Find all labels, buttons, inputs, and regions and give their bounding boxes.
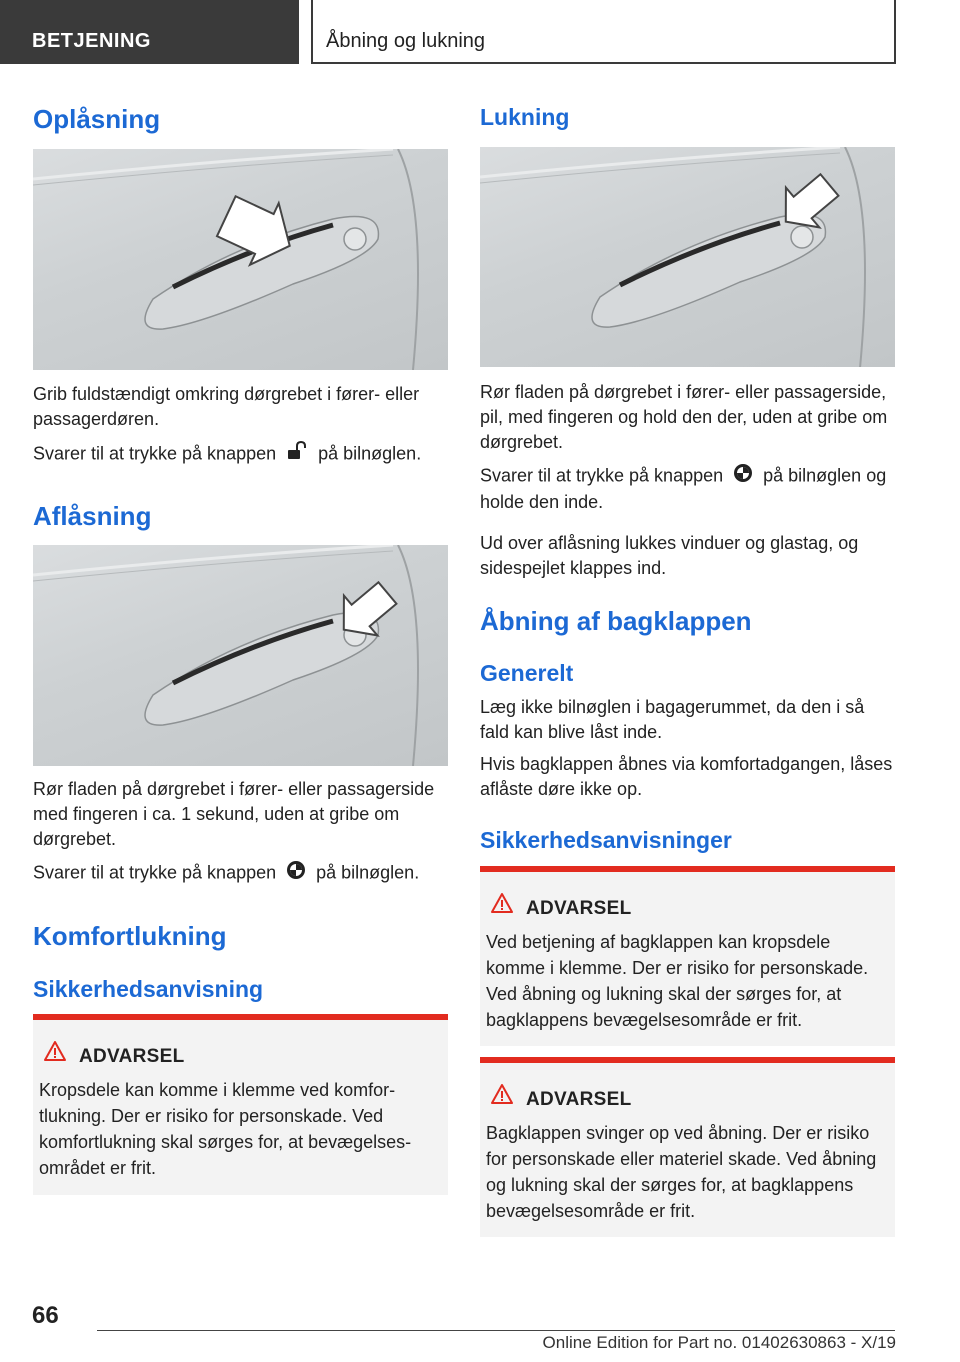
unlock-key-button-icon xyxy=(286,441,308,468)
footer-edition: Online Edition for Part no. 01402630863 - X/19 xyxy=(542,1333,896,1352)
tailgate-warning-box-1 xyxy=(480,866,895,1046)
comfort-warning-title: ADVARSEL xyxy=(79,1046,185,1067)
unlock-heading: Oplåsning xyxy=(33,104,161,134)
bmw-key-button-icon xyxy=(733,463,753,490)
lock-text-2-post: på bilnøglen. xyxy=(316,862,420,883)
header-chapter-label: Åbning og lukning xyxy=(326,30,486,52)
door-handle-closing-image xyxy=(480,147,895,367)
warning-triangle-icon xyxy=(490,892,514,919)
general-text-2: Hvis bagklappen åbnes via komfortadgangen, låses aflåste døre ikke op. xyxy=(480,754,893,799)
unlock-text-2 xyxy=(33,441,448,468)
tailgate-warning-1-text: Ved betjening af bagklappen kan kropsdele komme i klemme. Der er risiko for personskade. Ved åbning og lukning skal der sørges for, at bagklappens bevægelsesområde er frit. xyxy=(486,932,869,1030)
lock-text-1: Rør fladen på dørgrebet i fører- eller passagerside med fingeren i ca. 1 sekund, uden at gribe om dørgrebet. xyxy=(33,779,435,849)
unlock-text-2-pre: Svarer til at trykke på knappen xyxy=(33,443,277,464)
general-text-1: Læg ikke bilnøglen i bagagerummet, da den i så fald kan blive låst inde. xyxy=(480,697,865,742)
page-number: 66 xyxy=(32,1302,59,1329)
closing-heading: Lukning xyxy=(480,104,570,130)
unlock-text-1: Grib fuldstændigt omkring dørgrebet i fører- eller passagerdøren. xyxy=(33,384,420,429)
lock-text-2 xyxy=(33,860,448,887)
general-heading: Generelt xyxy=(480,660,574,686)
closing-text-2-pre: Svarer til at trykke på knappen xyxy=(480,465,724,486)
closing-text-1: Rør fladen på dørgrebet i fører- eller passagerside, pil, med fingeren og hold den der, uden at gribe om dørgrebet. xyxy=(480,382,888,452)
safety-instructions-heading: Sikkerhedsanvisninger xyxy=(480,827,732,853)
comfort-closing-heading: Komfortlukning xyxy=(33,921,227,951)
tailgate-warning-2-title: ADVARSEL xyxy=(526,1089,632,1110)
header-chapter-tab xyxy=(311,0,896,64)
tailgate-warning-1-title: ADVARSEL xyxy=(526,898,632,919)
closing-text-3: Ud over aflåsning lukkes vinduer og glastag, og sidespejlet klappes ind. xyxy=(480,533,859,578)
lock-text-2-pre: Svarer til at trykke på knappen xyxy=(33,862,277,883)
tailgate-heading: Åbning af bagklappen xyxy=(480,606,752,636)
comfort-safety-heading: Sikkerhedsanvisning xyxy=(33,976,264,1002)
warning-triangle-icon xyxy=(43,1040,67,1067)
header-section-label: BETJENING xyxy=(32,30,151,52)
door-handle-unlock-image xyxy=(33,149,448,370)
footer-divider xyxy=(97,1330,895,1331)
tailgate-warning-box-2 xyxy=(480,1057,895,1237)
closing-text-2 xyxy=(480,463,895,515)
header-section-tab xyxy=(0,0,299,64)
comfort-warning-text: Kropsdele kan komme i klemme ved komfortlukning. Der er risiko for personskade. Ved komfortlukning skal sørges for, at bevægelsesområdet er frit. xyxy=(39,1080,412,1178)
unlock-text-2-post: på bilnøglen. xyxy=(318,443,422,464)
lock-heading: Aflåsning xyxy=(33,501,152,531)
bmw-key-button-icon xyxy=(286,860,306,887)
comfort-warning-box xyxy=(33,1014,448,1195)
warning-triangle-icon xyxy=(490,1083,514,1110)
closing-text-2-post: på bilnøglen og holde den inde. xyxy=(480,465,887,512)
tailgate-warning-2-text: Bagklappen svinger op ved åbning. Der er risiko for personskade eller materiel skade. Ved åbning og lukning skal der sørges for, at bagklappens bevægelsesområde er frit. xyxy=(486,1123,877,1221)
door-handle-lock-image xyxy=(33,545,448,766)
